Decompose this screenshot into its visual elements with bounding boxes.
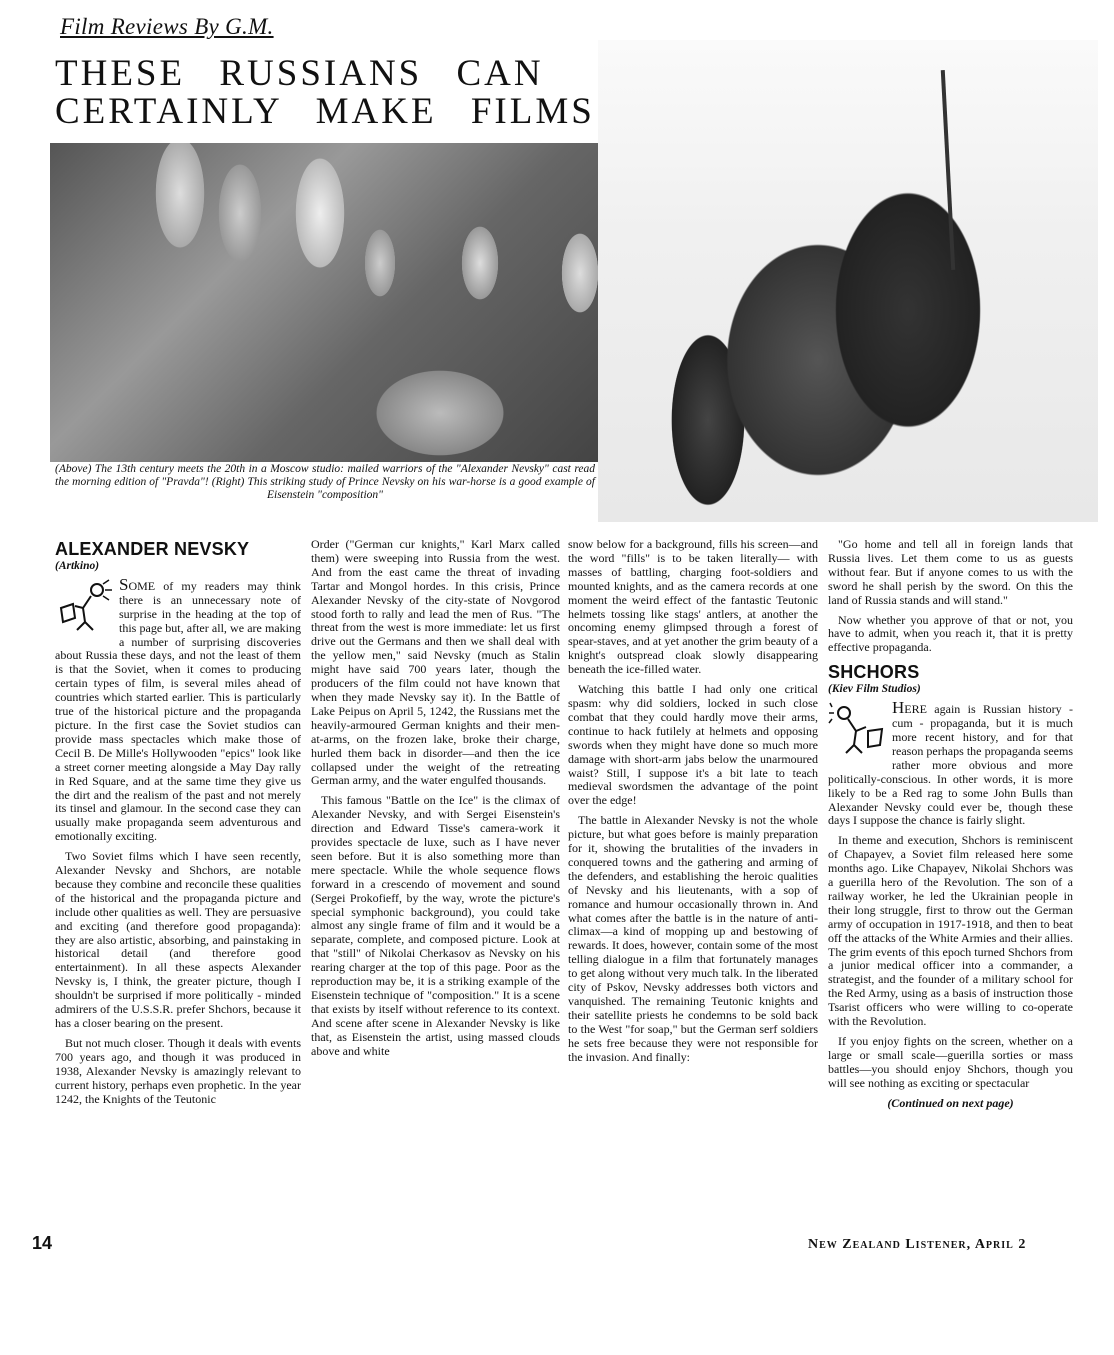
raised-sword-shape — [941, 70, 955, 270]
nevsky-paragraph-3: But not much closer. Though it deals with events 700 years ago, and though it was produced in 1938, Alexander Nevsky is amazingly relevant to current history, perhaps even prophetic. In the year 1242, the Knights of the Teutonic — [55, 1035, 301, 1106]
shchors-paragraph-3: If you enjoy fights on the screen, whether on a large or small scale—guerilla sorties or mass battles—you should enjoy Shchors, though you will see nothing as exciting or spectacular — [828, 1034, 1073, 1090]
nevsky-quote-paragraph: "Go home and tell all in foreign lands that Russia lives. Let them come to us as guests without fear. But if anyone comes to us with the sword he shall perish by the sword. On this the land of Russia stands and will stand." — [828, 537, 1073, 607]
nevsky-review-title: ALEXANDER NEVSKY — [55, 539, 250, 559]
reviewer-doodle-icon — [828, 701, 888, 759]
page-headline: THESE RUSSIANS CAN CERTAINLY MAKE FILMS — [55, 53, 595, 132]
nevsky-paragraph-5: This famous "Battle on the Ice" is the climax of Alexander Nevsky, and with Sergei Eisenstein's direction and Edward Tisse's camera-work it provides spectacle de luxe, such as I have never seen before. But it is also something more than mere spectacle. While the whole sequence flows forward in a crescendo of movement and sound (Sergei Prokofieff, by the way, wrote the picture's special symphonic background), you could take almost any single frame of film and it would be a separate, complete, and composed picture. Look at that "still" of Nikolai Cherkasov as Nevsky on his rearing charger at the top of this page. Poor as the reproduction may be, it is a striking example of the Eisenstein technique of "composition." It is a scene that exists by itself without reference to its context. And scene after scene in Alexander Nevsky is like that, as Eisenstein the artist, using massed clouds above and white — [311, 793, 560, 1058]
warriors-reading-pravda-photo — [50, 143, 600, 462]
nevsky-dropcap: S — [119, 574, 129, 594]
section-kicker: Film Reviews By G.M. — [60, 14, 274, 39]
photo-caption: (Above) The 13th century meets the 20th in a Moscow studio: mailed warriors of the "Alexander Nevsky" cast read the morning edition of "Pravda"! (Right) This striking study of Prince Nevsky on his war-horse is a good example of Eisenstein "composition" — [55, 463, 595, 501]
reviewer-doodle-icon — [55, 578, 115, 636]
shchors-studio: (Kiev Film Studios) — [828, 683, 921, 696]
nevsky-closing-paragraph: Now whether you approve of that or not, you have to admit, when you reach it, that it is pretty effective propaganda. — [828, 612, 1073, 655]
shchors-review-title: SHCHORS — [828, 662, 920, 683]
continued-note: (Continued on next page) — [887, 1095, 1014, 1110]
nevsky-paragraph-4: Order ("German cur knights," Karl Marx called them) were sweeping into Russia from the west. And from the east came the threat of invading Tartar and Mongol hordes. In this crisis, Prince Alexander Nevsky of the city-state of Novgorod stood forth to rally and lead the men of Rus. "The threat from the west is more immediate: let us first drive out the Germans and then we shall deal with the yellow men," said Nevsky (much as Stalin might have said 700 years later, though the producers of the film could not have known that when they made Nevsky say it). In the Battle of Lake Peipus on April 5, 1242, the Russians met the heavily-armoured German knights and their men-at-arms, on the frozen lake, broke their charge, hurled them back in disorder—and then the ice collapsed under the weight of the retreating German army, and the water engulfed thousands. — [311, 537, 560, 788]
publication-line: New Zealand Listener, April 2 — [808, 1237, 1027, 1252]
nevsky-studio: (Artkino) — [55, 560, 100, 572]
nevsky-paragraph-8: The battle in Alexander Nevsky is not the whole picture, but what goes before is mainly preparation for it, showing the brutalities of the invaders in conquered towns and the gathering and arming of the defenders, and establishing the heroic qualities of Nevsky and his lieutenants, with a sop of romance and humour occasionally thrown in. And what comes after the battle is in the nature of anti-climax—a kind of mopping up and bestowing of rewards. It does, however, contain some of the most telling dialogue in a film that fortunately manages to get along without very much talk. In the liberated city of Pskov, Nevsky addresses both victors and vanquished. The remaining Teutonic knights and their satellite priests he condemns to be sold back to the West "for soap," but the German serf soldiers he sets free because they were not responsible for the invasion. And finally: — [568, 813, 818, 1064]
article-column-3 — [568, 538, 818, 1071]
nevsky-paragraph-2: Two Soviet films which I have seen recently, Alexander Nevsky and Shchors, are notable because they combine and reconcile these qualities of the historical and the propaganda picture and include other qualities as well. They are persuasive and exciting (and therefore good propaganda): they are also artistic, absorbing, and painstaking in historical detail (and therefore good entertainment). In all these aspects Alexander Nevsky is, I think, the greater picture, though I shouldn't be surprised if more politically - minded admirers of the U.S.S.R. prefer Shchors, because it has a closer bearing on the present. — [55, 849, 301, 1030]
shchors-paragraph-2: In theme and execution, Shchors is reminiscent of Chapayev, a Soviet film released here some months ago. Like Chapayev, Nikolai Shchors was a guerilla hero of the Revolution. The son of a railway worker, he led the Ukrainian people in their long struggle, first to throw out the German army of occupation in 1917-1918, and then to beat off the attacks of the White Armies and their allies. The grim events of this epoch turned Shchors from a junior medical officer into a commander, a strategist, and the founder of a military school for the Red Army, using as a basis of instruction those Tsarist officers who were willing to co-operate with the Revolution. — [828, 833, 1073, 1029]
nevsky-paragraph-6: snow below for a background, fills his screen—and the word "fills" is to be taken literally— with masses of battling, charging foot-soldiers and mounted knights, and as the camera records at one moment the weird effect of the fantastic Teutonic helmets tossing like stags' antlers, at another the oncoming enemy glimpsed through a forest of spear-staves, and at yet another the grim beauty of a knight's outspread cloak slowly disappearing beneath the ice-filled water. — [568, 537, 818, 677]
article-column-2 — [311, 538, 560, 1065]
nevsky-on-horse-photo — [598, 40, 1098, 522]
nevsky-paragraph-1: OME of my readers may think there is an unnecessary note of surprise in the heading at the top of this page but, after all, we are making a number of surprising discoveries about Russia these days, and not the least of them is that the Soviet, when it comes to producing certain types of film, is several miles ahead of countries which started earlier. This is particularly true of the historical picture and the propaganda picture. In the first case the Soviet studios can provide mass spectacles which make those of Cecil B. De Mille's Hollywooden "epics" look like a street corner meeting alongside a May Day rally in Red Square, and at the same time they give us the dirt and the realism of the past and not merely its tinsel and glamour. In the second case they can usually make propaganda seem adventurous and emotionally exciting. — [55, 578, 301, 844]
article-column-1 — [55, 538, 301, 1112]
page-number: 14 — [32, 1233, 53, 1253]
article-column-4 — [828, 538, 1073, 1117]
nevsky-paragraph-7: Watching this battle I had only one critical spasm: why did soldiers, locked in such close combat that they could hardly move their arms, continue to hack futilely at helmets and opposing swords when they might have done so much more damage with short-arm jabs below the unarmoured waist? Still, I suppose it's a bit late to teach medieval swordsmen the advantage of the point over the edge! — [568, 682, 818, 808]
shchors-dropcap: H — [892, 698, 905, 718]
shchors-paragraph-1: ERE again is Russian history - cum - propaganda, but it is much more recent history, and for that reason perhaps the propaganda seems rather more obvious and more politically-conscious. In other words, it is more likely to be a Red rag to some John Bulls than Alexander Nevsky could ever be, though these days I suppose the chance is fairly slight. — [828, 702, 1073, 828]
